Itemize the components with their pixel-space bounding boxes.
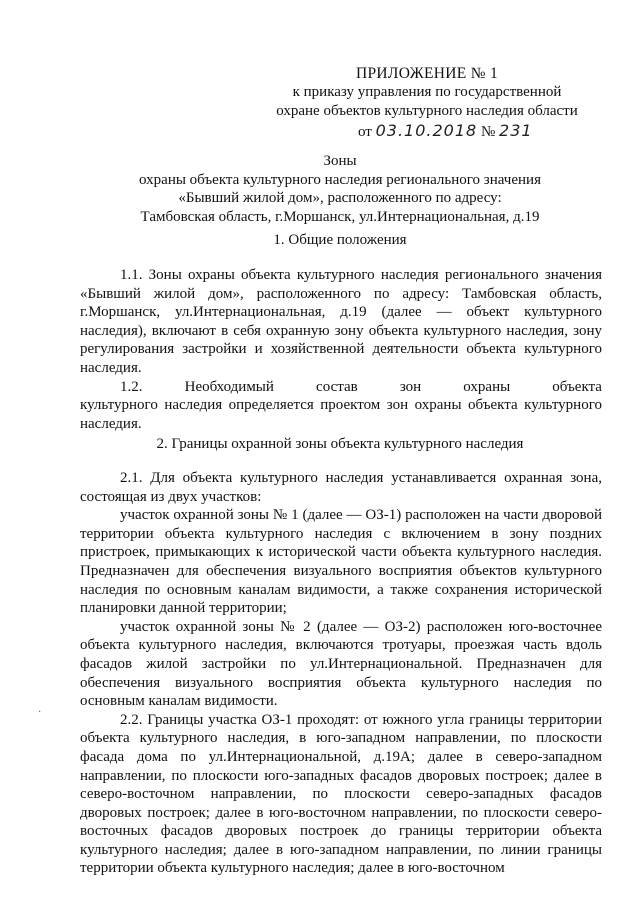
paragraph-1-2-first-line	[80, 378, 602, 397]
paragraph-1-2-rest: культурного наследия определяется проектом зон охраны объекта культурного наследия.	[80, 397, 602, 432]
p12-word: Необходимый	[184, 378, 274, 395]
paragraph-2-1-b: участок охранной зоны № 2 (далее — ОЗ-2) расположен юго-восточнее объекта культурного наследия, включаются тротуары, проезжая часть вдоль фасадов жилой застройки по ул.Интернациональной. Предназначен для обеспечения визуального восприятия объекта культурного наследия по основным каналам видимости.	[80, 618, 602, 710]
number-prefix: №	[480, 124, 496, 140]
p12-word: 1.2.	[120, 378, 143, 395]
appendix-header	[262, 64, 592, 142]
p12-word: охраны	[463, 378, 511, 395]
handwritten-date: 03.10.2018	[375, 121, 478, 140]
paragraph-2-2: 2.2. Границы участка ОЗ-1 проходят: от южного угла границы территории объекта культурного наследия, в юго-западном направлении, по плоскости фасада дома по ул.Интернациональной, д.19А; далее в северо-западном направлении, по плоскости юго-западных фасадов дворовых построек; далее в северо-восточном направлении, по плоскости северо-западных фасадов дворовых построек; далее в юго-восточном направлении, по плоскости северо-восточных фасадов дворовых построек до границы территории объекта культурного наследия; далее в юго-западном направлении, по линии границы территории объекта культурного наследия; далее в юго-восточном	[80, 711, 602, 877]
appendix-line-1: к приказу управления по государственной	[292, 84, 562, 100]
p12-word: объекта	[552, 378, 602, 395]
date-prefix: от	[358, 124, 372, 140]
section-2-heading: 2. Границы охранной зоны объекта культурного наследия	[156, 436, 524, 452]
p12-word: состав	[316, 378, 358, 395]
margin-mark: ·	[38, 707, 42, 718]
paragraph-2-1: 2.1. Для объекта культурного наследия устанавливается охранная зона, состоящая из двух участков:	[80, 470, 602, 505]
section-1-body	[80, 266, 602, 433]
p12-word: зон	[399, 378, 422, 395]
zones-title-block	[80, 152, 600, 226]
section-2-body	[80, 469, 602, 878]
zones-address: Тамбовская область, г.Моршанск, ул.Интернациональная, д.19	[140, 208, 540, 225]
paragraph-2-1-a: участок охранной зоны № 1 (далее — ОЗ-1) расположен на части дворовой территории объекта культурного наследия с включением в зону поздних пристроек, примыкающих к исторической части объекта культурного наследия. Предназначен для обеспечения визуального восприятия объектов культурного наследия по основным каналам видимости, а также сохранения исторической планировки данной территории;	[80, 507, 602, 617]
order-date-line	[262, 121, 592, 142]
appendix-line-2: охране объектов культурного наследия области	[276, 103, 578, 119]
section-1-heading: 1. Общие положения	[273, 232, 407, 248]
handwritten-number: 231	[499, 121, 533, 140]
paragraph-1-1: 1.1. Зоны охраны объекта культурного наследия регионального значения «Бывший жилой дом», расположенного по адресу: Тамбовская область, г.Моршанск, ул.Интернациональная, д.19 (далее — объект культурного наследия), включают в себя охранную зону объекта культурного наследия, зону регулирования застройки и хозяйственной деятельности объекта культурного наследия.	[80, 267, 602, 376]
zones-title: Зоны	[323, 153, 357, 169]
zones-subtitle-1: охраны объекта культурного наследия регионального значения	[139, 171, 541, 188]
zones-subtitle-2: «Бывший жилой дом», расположенного по адресу:	[178, 190, 502, 206]
appendix-title: ПРИЛОЖЕНИЕ № 1	[355, 65, 499, 82]
